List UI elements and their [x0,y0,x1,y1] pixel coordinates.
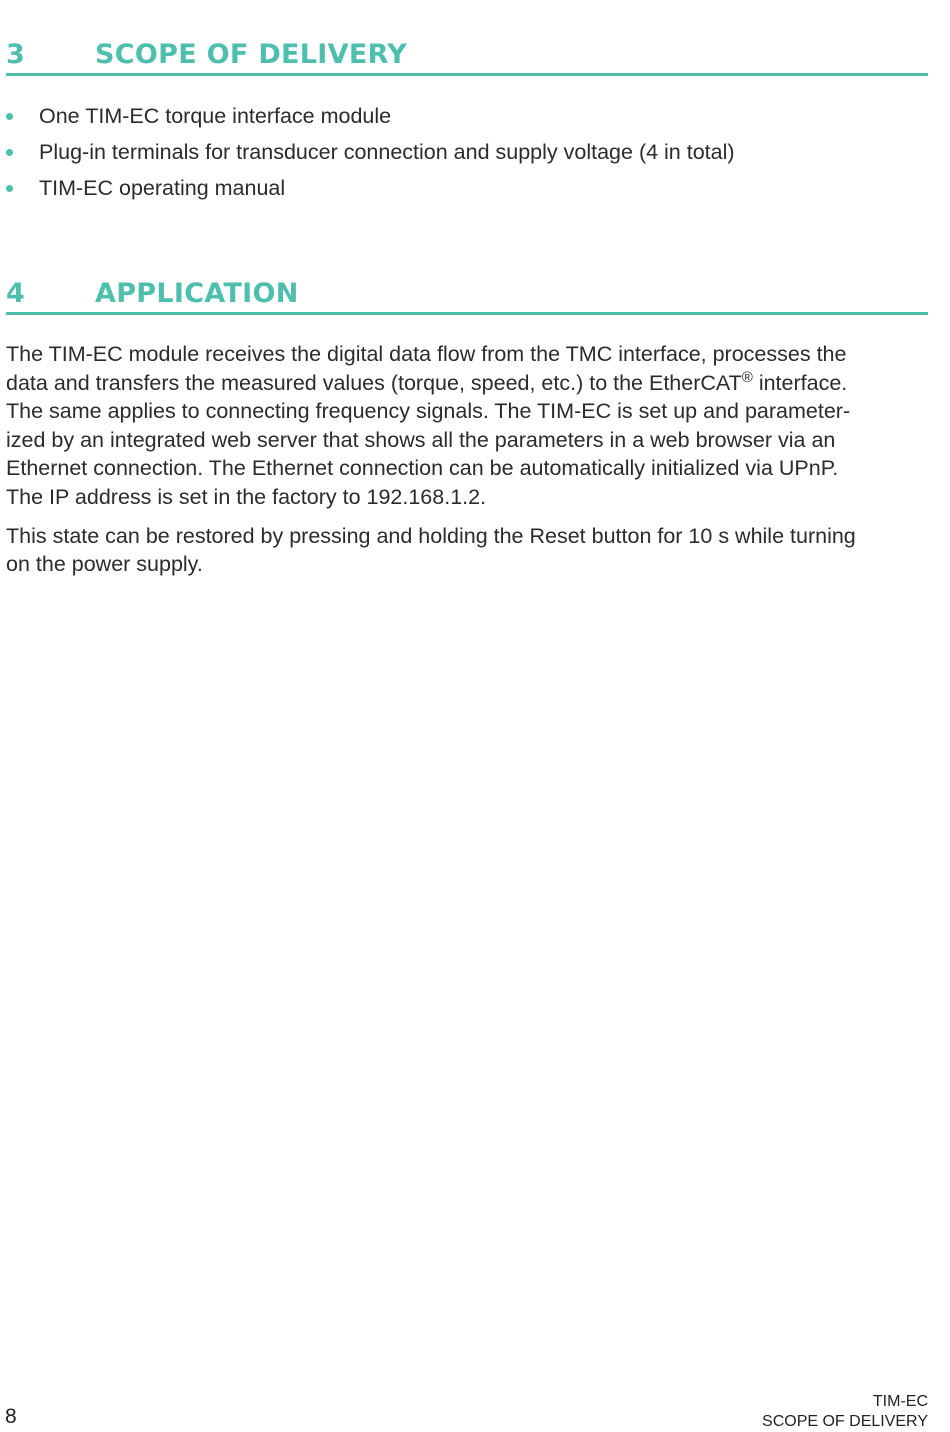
page-number: 8 [5,1405,17,1428]
footer-chapter: SCOPE OF DELIVERY [762,1413,928,1430]
bullet-icon [6,149,13,156]
application-paragraph: The TIM-EC module receives the digital data flow from the TMC interface, processes the data and transfers the measured values (torque, speed, etc.) to the EtherCAT® interface. The same applies to connecting frequency signals. The TIM-EC is set up and parameter- ized by an integrated web server that shows all the parameters in a web browser via an Ethernet connection. The Ethernet connection can be automatically initialized via UPnP. The IP address is set in the factory to 192.168.1.2. [6,342,851,509]
bullet-icon [6,113,13,120]
bullet-icon [6,185,13,192]
section-heading [6,276,928,315]
list-item: One TIM-EC torque interface module [6,98,928,134]
section-application [6,276,928,579]
running-footer [762,1392,928,1432]
reset-paragraph: This state can be restored by pressing and holding the Reset button for 10 s while turning on the power supply. [6,523,856,577]
list-item: Plug-in terminals for transducer connection and supply voltage (4 in total) [6,134,928,170]
section-number: 4 [6,278,26,309]
delivery-list [6,98,928,206]
list-item: TIM-EC operating manual [6,170,928,206]
section-scope-of-delivery [6,37,928,206]
section-title: APPLICATION [95,278,299,309]
section-heading [6,37,928,76]
footer-product: TIM-EC [872,1393,928,1410]
section-number: 3 [6,39,26,70]
section-title: SCOPE OF DELIVERY [95,39,408,70]
